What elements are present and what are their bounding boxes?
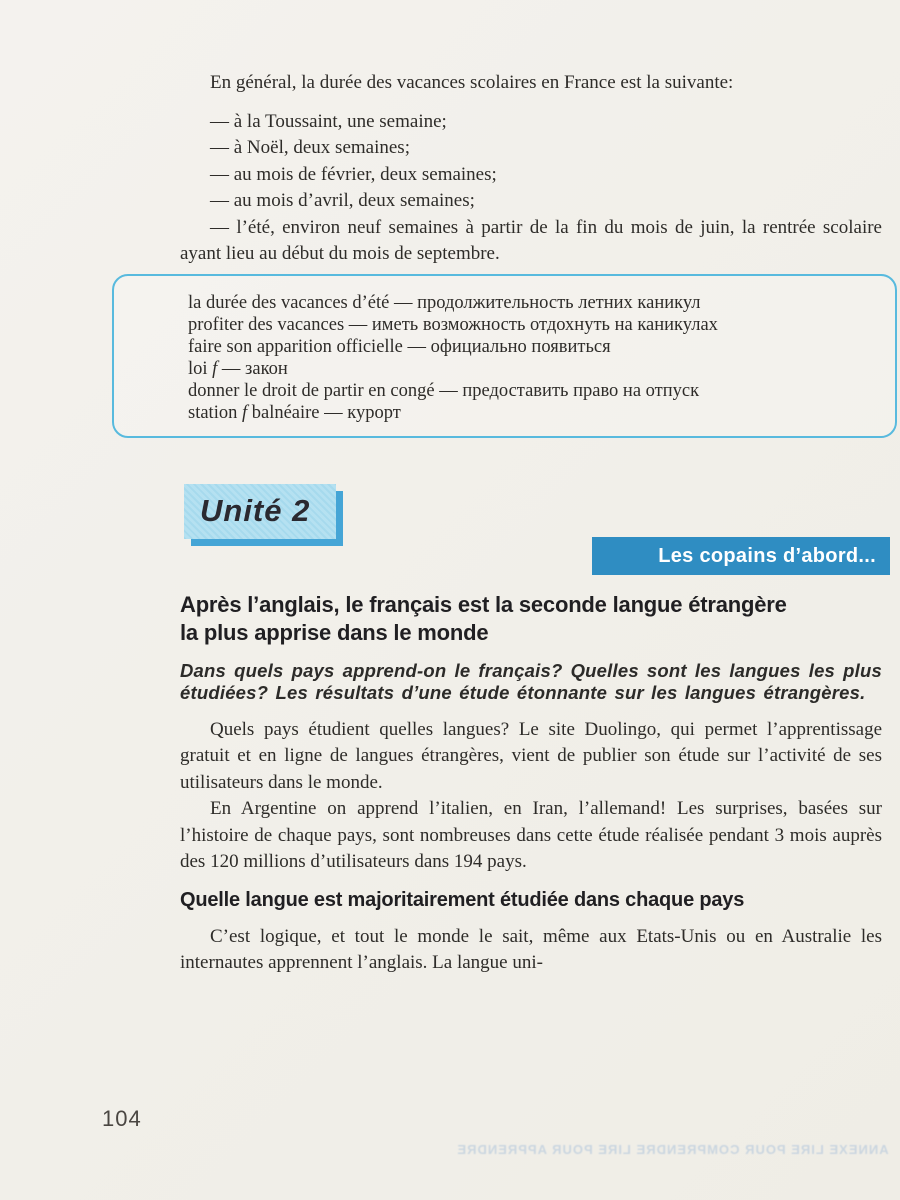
page-number: 104 — [102, 1106, 142, 1131]
vocabulary-box — [112, 274, 897, 438]
dash-separator: — — [393, 292, 413, 313]
vocab-entry — [188, 380, 759, 402]
dash-separator: — — [407, 336, 427, 357]
list-item: — au mois d’avril, deux semaines; — [210, 190, 475, 211]
unit-badge-label: Unité 2 — [200, 492, 311, 528]
vacation-duration-list — [180, 109, 882, 268]
vocab-russian: предоставить право на отпуск — [462, 380, 700, 401]
vocab-entry — [188, 402, 759, 424]
article-title-line: la plus apprise dans le monde — [180, 619, 489, 645]
vocab-french: la durée des vacances d’été — [188, 292, 390, 313]
article-paragraph: En Argentine on apprend l’italien, en Iran, l’allemand! Les surprises, basées sur l’histoire de chaque pays, sont nombreuses dans cette étude réalisée pendant 3 mois auprès des 120 millions d’utilisateurs dans 194 pays. — [180, 798, 882, 872]
vocab-entry — [188, 358, 759, 380]
lesson-title-banner — [592, 537, 890, 575]
article-title-line: Après l’anglais, le français est la seconde langue étrangère — [180, 591, 787, 617]
main-text-column — [180, 70, 882, 977]
vocab-russian: закон — [245, 358, 288, 379]
vocab-french: profiter des vacances — [188, 314, 345, 335]
dash-separator: — — [348, 314, 368, 335]
intro-paragraph: En général, la durée des vacances scolaires en France est la suivante: — [210, 72, 734, 93]
vocab-french: balnéaire — [251, 402, 320, 423]
unit-badge — [184, 484, 336, 539]
vocab-french: faire son apparition officielle — [188, 336, 403, 357]
bleed-through-text: ANNEXE LIRE POUR COMPRENDRE LIRE POUR APPRENDRE — [456, 1142, 889, 1157]
lesson-title-label: Les copains d’abord... — [658, 544, 876, 567]
vocab-french: loi — [188, 358, 208, 379]
vocab-entry — [188, 336, 759, 358]
list-item: — à la Toussaint, une semaine; — [210, 110, 447, 132]
gender-marker: f — [212, 358, 218, 379]
vocab-french: donner le droit de partir en congé — [188, 380, 435, 401]
vocab-russian: продолжительность летних каникул — [417, 292, 701, 313]
vocab-french: station — [188, 402, 238, 423]
dash-separator: — — [439, 380, 458, 401]
vocab-russian: официально появиться — [430, 336, 611, 357]
article-closing-paragraph: C’est logique, et tout le monde le sait, même aux Etats-Unis ou en Australie les internautes apprennent l’anglais. La langue uni- — [180, 925, 882, 973]
article-title — [180, 591, 882, 647]
vocab-russian: иметь возможность отдохнуть на каникулах — [371, 314, 718, 335]
vocab-entry — [188, 292, 759, 314]
article-subheading: Quelle langue est majoritairement étudiée dans chaque pays — [180, 888, 745, 911]
dash-separator: — — [324, 402, 343, 423]
vocab-russian: курорт — [347, 402, 401, 423]
list-item: — l’été, environ neuf semaines à partir de la fin du mois de juin, la rentrée scolaire ayant lieu au début du mois de septembre. — [180, 216, 882, 264]
list-item: — à Noël, deux semaines; — [210, 137, 410, 158]
gender-marker: f — [241, 402, 248, 423]
vocab-entry — [188, 314, 759, 336]
article-lead: Dans quels pays apprend-on le français? Quelles sont les langues les plus étudiées? Les résultats d’une étude étonnante sur les langues étrangères. — [180, 659, 882, 703]
article-paragraph: Quels pays étudient quelles langues? Le site Duolingo, qui permet l’apprentissage gratuit et en ligne de langues étrangères, vient de publier son étude sur l’activité de ses utilisateurs dans le monde. — [180, 718, 882, 793]
list-item: — au mois de février, deux semaines; — [210, 163, 497, 185]
dash-separator: — — [221, 358, 241, 379]
